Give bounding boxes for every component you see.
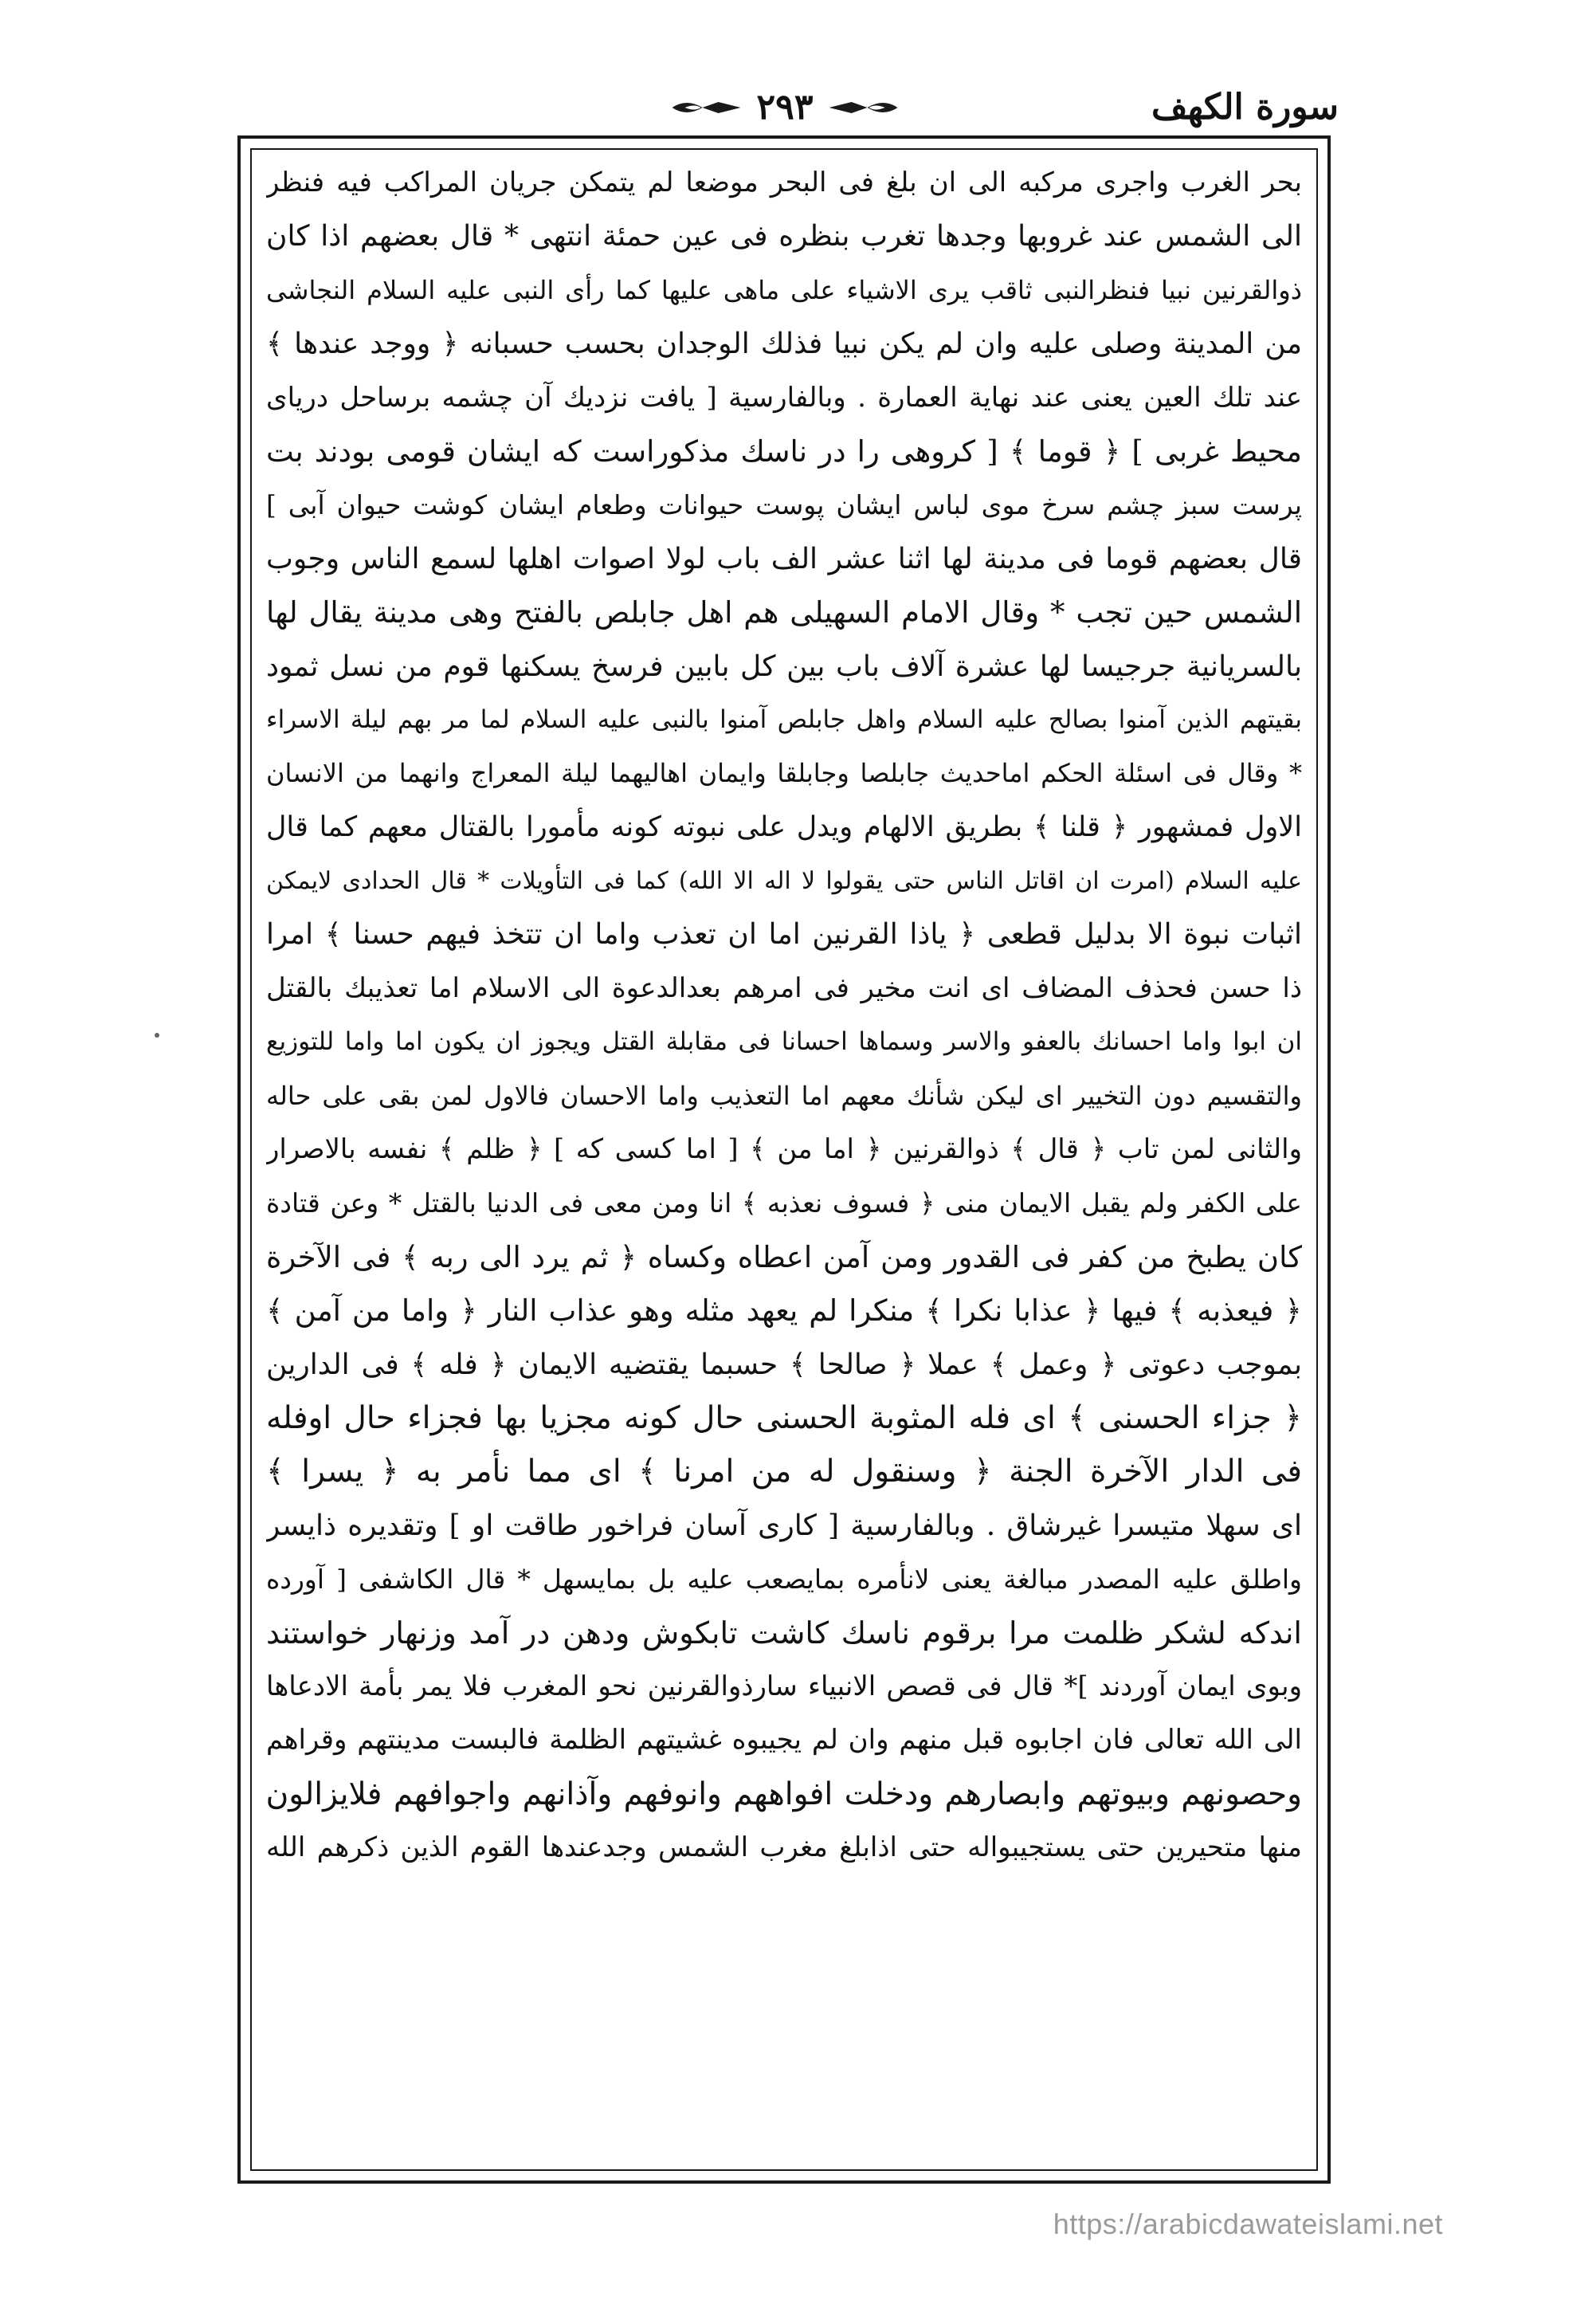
text-line: بحر الغرب واجرى مركبه الى ان بلغ فى البحر موضعا لم يتمكن جريان المراكب فيه فنظر <box>266 167 1302 198</box>
text-line: بموجب دعوتى ﴿ وعمل ﴾ عملا ﴿ صالحا ﴾ حسبما يقتضيه الايمان ﴿ فله ﴾ فى الدارين <box>266 1348 1302 1381</box>
watermark-url: https://arabicdawateislami.net <box>1053 2208 1443 2240</box>
page-header <box>231 80 1339 135</box>
text-line: عند تلك العين يعنى عند نهاية العمارة . وبالفارسية [ يافت نزديك آن چشمه برساحل درياى <box>266 381 1302 414</box>
text-line: على الكفر ولم يقبل الايمان منى ﴿ فسوف نعذبه ﴾ انا ومن معى فى الدنيا بالقتل * وعن قتادة <box>266 1187 1302 1219</box>
text-line: ﴿ فيعذبه ﴾ فيها ﴿ عذابا نكرا ﴾ منكرا لم يعهد مثله وهو عذاب النار ﴿ واما من آمن ﴾ <box>266 1293 1302 1329</box>
text-line: منها متحيرين حتى يستجيبواله حتى اذابلغ مغرب الشمس وجدعندها القوم الذين ذكرهم الله <box>266 1831 1302 1864</box>
text-line: كان يطبخ من كفر فى القدور ومن آمن اعطاه وكساه ﴿ ثم يرد الى ربه ﴾ فى الآخرة <box>266 1239 1302 1274</box>
text-line: عليه السلام (امرت ان اقاتل الناس حتى يقولوا لا اله الا الله) كما فى التأويلات * قال الحدادى لايمكن <box>266 867 1302 896</box>
body-text <box>266 156 1302 2165</box>
text-line: واطلق عليه المصدر مبالغة يعنى لانأمره بمايصعب عليه بل بمايسهل * قال الكاشفى [ آورده <box>266 1564 1302 1596</box>
text-line: اثبات نبوة الا بدليل قطعى ﴿ ياذا القرنين اما ان تعذب واما ان تتخذ فيهم حسنا ﴾ امرا <box>266 918 1302 952</box>
text-line: والتقسيم دون التخيير اى ليكن شأنك معهم اما التعذيب واما الاحسان فالاول لمن بقى على حاله <box>266 1080 1302 1111</box>
right-ornament-icon <box>827 96 899 120</box>
text-frame <box>237 135 1331 2184</box>
text-line: من المدينة وصلى عليه وان لم يكن نبيا فذلك الوجدان بحسب حسبانه ﴿ ووجد عندها ﴾ <box>266 328 1302 361</box>
text-line: محيط غربى ] ﴿ قوما ﴾ [ كروهى را در ناسك مذكوراست كه ايشان قومى بودند بت <box>266 434 1302 469</box>
text-line: ذوالقرنين نبيا فنظرالنبى ثاقب يرى الاشياء على ماهى عليها كما رأى النبى عليه السلام النجاشى <box>266 274 1302 305</box>
text-line: قال بعضهم قوما فى مدينة لها اثنا عشر الف باب لولا اصوات اهلها لسمع الناس وجوب <box>266 542 1302 575</box>
text-line: بقيتهم الذين آمنوا بصالح عليه السلام واهل جابلص آمنوا بالنبى عليه السلام لما مر بهم ليلة الاسراء <box>266 705 1302 734</box>
text-line: پرست سبز چشم سرخ موى لباس ايشان پوست حيوانات وطعام ايشان كوشت حيوان آبى ] <box>266 489 1302 521</box>
margin-mark <box>155 1033 159 1038</box>
text-line: بالسريانية جرجيسا لها عشرة آلاف باب بين كل بابين فرسخ يسكنها قوم من نسل ثمود <box>266 650 1302 683</box>
text-line: الى الشمس عند غروبها وجدها تغرب بنظره فى عين حمئة انتهى * قال بعضهم اذا كان <box>266 220 1302 253</box>
page-number-group <box>671 80 900 135</box>
text-line: الاول فمشهور ﴿ قلنا ﴾ بطريق الالهام ويدل على نبوته كونه مأمورا بالقتال معهم كما قال <box>266 811 1302 843</box>
text-line: وحصونهم وبيوتهم وابصارهم ودخلت افواههم وانوفهم وآذانهم واجوافهم فلايزالون <box>266 1776 1302 1812</box>
text-line: فى الدار الآخرة الجنة ﴿ وسنقول له من امرنا ﴾ اى مما نأمر به ﴿ يسرا ﴾ <box>266 1454 1302 1490</box>
text-line: ﴿ جزاء الحسنى ﴾ اى فله المثوبة الحسنى حال كونه مجزيا بها فجزاء حال اوفله <box>266 1399 1302 1436</box>
page-number: ٢٩٣ <box>756 87 814 128</box>
left-ornament-icon <box>671 96 743 120</box>
text-line: اى سهلا متيسرا غيرشاق . وبالفارسية [ كارى آسان فراخور طاقت او ] وتقديره ذايسر <box>266 1509 1302 1542</box>
text-line: اندكه لشكر ظلمت مرا برقوم ناسك كاشت تابكوش ودهن در آمد وزنهار خواستند <box>266 1615 1302 1650</box>
text-line: ان ابوا واما احسانك بالعفو والاسر وسماها احسانا فى مقابلة القتل ويجوز ان يكون اما واما للتوزيع <box>266 1027 1302 1057</box>
text-line: الى الله تعالى فان اجابوه قبل منهم وان لم يجيبوه غشيتهم الظلمة فالبست مدينتهم وقراهم <box>266 1724 1302 1756</box>
text-line: * وقال فى اسئلة الحكم اماحديث جابلصا وجابلقا وايمان اهاليهما ليلة المعراج وانهما من الانسان <box>266 758 1302 789</box>
text-line: والثانى لمن تاب ﴿ قال ﴾ ذوالقرنين ﴿ اما من ﴾ [ اما كسى كه ] ﴿ ظلم ﴾ نفسه بالاصرار <box>266 1133 1302 1166</box>
text-line: ذا حسن فحذف المضاف اى انت مخير فى امرهم بعدالدعوة الى الاسلام اما تعذيبك بالقتل <box>266 971 1302 1004</box>
text-line: الشمس حين تجب * وقال الامام السهيلى هم اهل جابلص بالفتح وهى مدينة يقال لها <box>266 595 1302 630</box>
text-line: وبوى ايمان آوردند ]* قال فى قصص الانبياء سارذوالقرنين نحو المغرب فلا يمر بأمة الادعاها <box>266 1670 1302 1702</box>
surah-title: سورة الكهف <box>1151 87 1339 128</box>
